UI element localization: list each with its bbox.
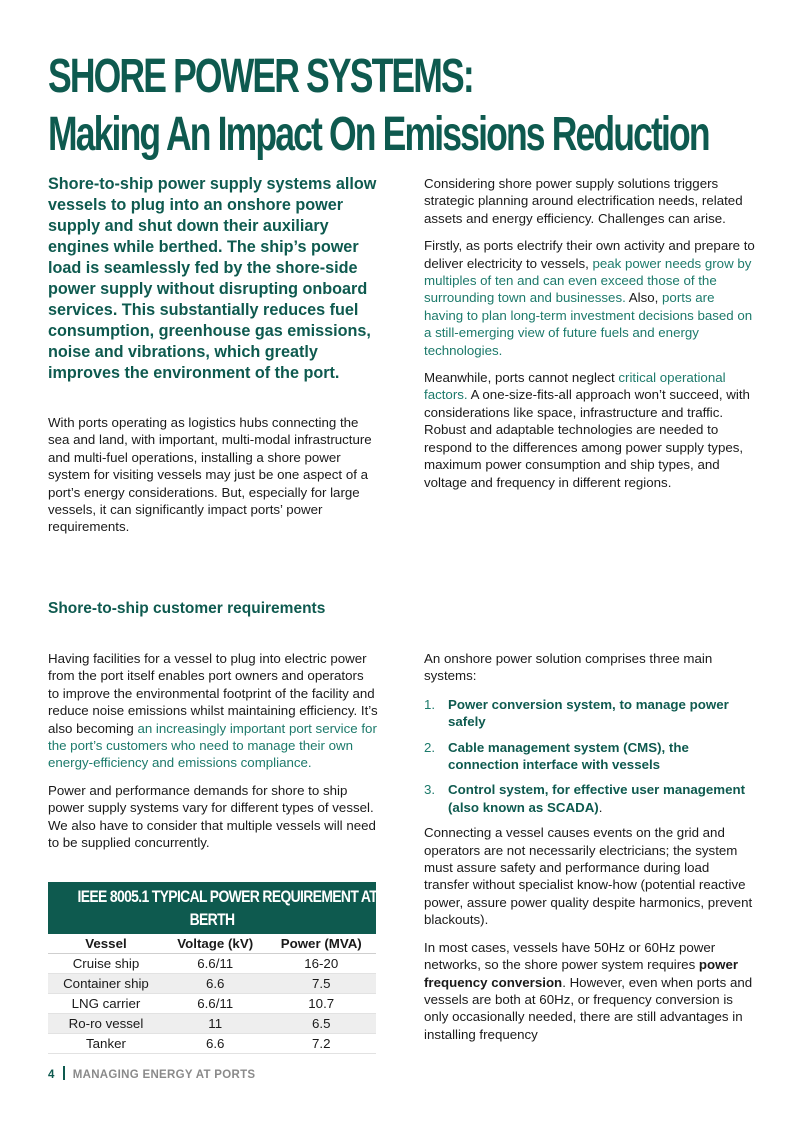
table-title (48, 882, 376, 934)
footer-divider (63, 1066, 65, 1080)
section-heading: Shore-to-ship customer requirements (48, 600, 326, 617)
table-cell: LNG carrier (48, 994, 164, 1014)
highlight-operational: critical operational factors. (424, 370, 726, 403)
table-cell: 6.6/11 (164, 994, 267, 1014)
bold-frequency-conversion: power frequency conversion (424, 957, 739, 990)
right-column-top (424, 175, 756, 491)
grid-events-paragraph: Connecting a vessel causes events on the grid and operators are not necessarily electricians; the system must assure safety and performance during load transfer without specialist know-how (potential reactive power, assure power quality despite harmonics, prevent blackouts). (424, 825, 753, 928)
table-header-row (48, 934, 376, 954)
table-title-line2: BERTH (189, 910, 235, 929)
table-cell: Container ship (48, 974, 164, 994)
table-cell: Tanker (48, 1034, 164, 1054)
demands-paragraph: Power and performance demands for shore to ship power supply systems vary for different types of vessel. We also have to consider that multiple vessels will need to be supplied concurrently. (48, 782, 376, 851)
table-cell: Cruise ship (48, 954, 164, 974)
table-row (48, 994, 376, 1014)
column-header: Voltage (kV) (164, 934, 267, 954)
facilities-paragraph: Having facilities for a vessel to plug into electric power from the port itself enables port owners and operators to improve the environmental footprint of the facility and reduce noise emissions whilst maintaining efficiency. It’s also becoming an increasingly important port service for the port’s customers who need to manage their own energy-efficiency and emissions compliance. (48, 651, 378, 771)
table-cell: 10.7 (266, 994, 376, 1014)
table-cell: 7.5 (266, 974, 376, 994)
frequency-paragraph: In most cases, vessels have 50Hz or 60Hz power networks, so the shore power system requires power frequency conversion. However, even when ports and vessels are both at 60Hz, or frequency conversion is only occasionally needed, there are still advantages in installing frequency (424, 939, 753, 1042)
table-row (48, 974, 376, 994)
power-requirement-table (48, 934, 376, 1054)
table-cell: 16-20 (266, 954, 376, 974)
table-row (48, 1034, 376, 1054)
table-cell: 6.6 (164, 1034, 267, 1054)
page-title-line1: SHORE POWER SYSTEMS: (48, 50, 473, 103)
table-cell: 7.2 (266, 1034, 376, 1054)
list-item: 2. Cable management system (CMS), the connection interface with vessels (424, 739, 689, 773)
table-cell: 11 (164, 1014, 267, 1034)
strategy-paragraph: Considering shore power supply solutions triggers strategic planning around electrification needs, related assets and energy efficiency. Challenges can arise. (424, 176, 743, 226)
footer-label: MANAGING ENERGY AT PORTS (72, 1069, 256, 1081)
systems-intro-paragraph: An onshore power solution comprises three main systems: (424, 651, 713, 684)
table-cell: Ro-ro vessel (48, 1014, 164, 1034)
highlight-peak-power: peak power needs grow by multiples of ten and can even exceed those of the surrounding town and businesses. (424, 255, 752, 306)
page-number: 4 (48, 1069, 55, 1081)
column-header: Vessel (48, 934, 164, 954)
peak-power-paragraph: Firstly, as ports electrify their own activity and prepare to deliver electricity to vessels, peak power needs grow by multiples of ten and can even exceed those of the surrounding town and businesses. Also, ports are having to plan long-term investment decisions based on a still-emerging view of future fuels and energy technologies. (424, 238, 755, 358)
table-cell: 6.6/11 (164, 954, 267, 974)
highlight-investment: ports are having to plan long-term investment decisions based on a still-emerging view of future fuels and energy technologies. (424, 290, 753, 358)
highlight-port-service: an increasingly important port service for the port’s customers who need to manage their own energy-efficiency and emissions compliance. (48, 720, 377, 771)
list-item: 1. Power conversion system, to manage power safely (424, 696, 729, 730)
table-row (48, 954, 376, 974)
table-title-line1: IEEE 8005.1 TYPICAL POWER REQUIREMENT AT (77, 887, 378, 906)
page-footer (48, 1066, 255, 1081)
lead-paragraph: Shore-to-ship power supply systems allow vessels to plug into an onshore power supply and shut down their auxiliary engines while berthed. The ship’s power load is seamlessly fed by the shore-side power supply without disrupting onboard services. This substantially reduces fuel consumption, greenhouse gas emissions, noise and vibrations, which greatly improves the environment of the port. (48, 175, 377, 382)
table-cell: 6.6 (164, 974, 267, 994)
left-column-bottom (48, 650, 378, 851)
page-title-line2: Making An Impact On Emissions Reduction (48, 108, 709, 161)
table-row (48, 1014, 376, 1034)
column-header: Power (MVA) (266, 934, 376, 954)
intro-paragraph: With ports operating as logistics hubs connecting the sea and land, with important, multi-modal infrastructure and multi-fuel operations, installing a shore power system for visiting vessels may just be one aspect of a port’s energy considerations. But, especially for large vessels, it can significantly impact ports’ power requirements. (48, 415, 372, 535)
operational-factors-paragraph: Meanwhile, ports cannot neglect critical operational factors. A one-size-fits-all approach won’t succeed, with considerations like space, infrastructure and traffic. Robust and adaptable technologies are needed to respond to the differences among power supply types, maximum power consumption and ship types, and voltage and frequency in different regions. (424, 370, 750, 490)
list-item: 3. Control system, for effective user management (also known as SCADA). (424, 782, 746, 815)
systems-list (424, 696, 756, 816)
table-cell: 6.5 (266, 1014, 376, 1034)
right-column-bottom (424, 650, 756, 1043)
